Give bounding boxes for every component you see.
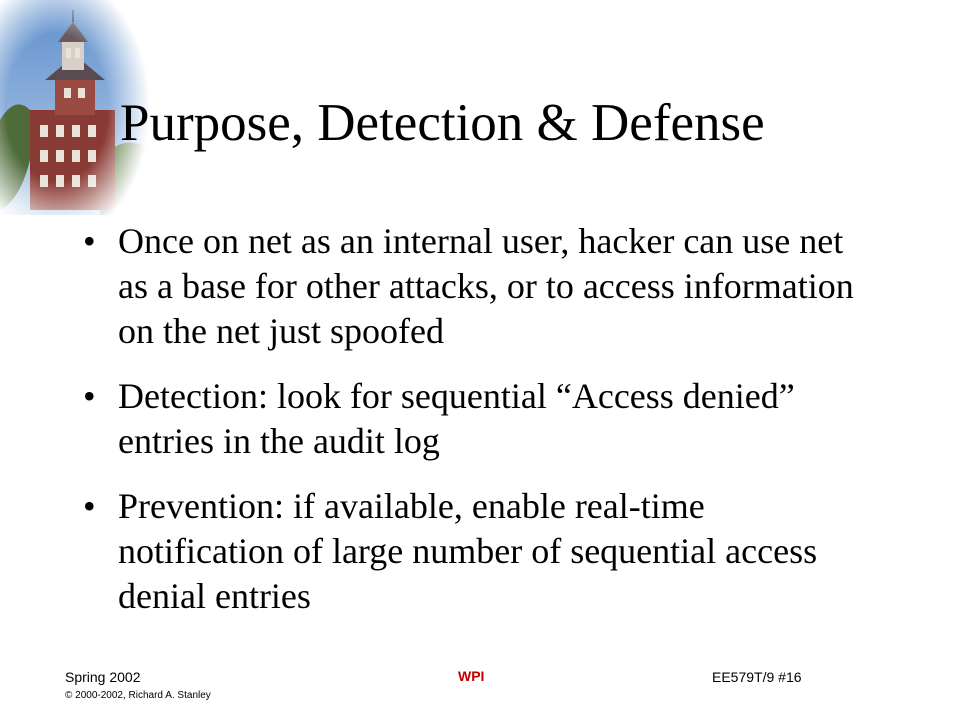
bullet-prevention (78, 484, 878, 619)
bullet-purpose (78, 219, 878, 354)
bullet-text: Prevention: if available, enable real-time notification of large number of sequential access denial entries (118, 486, 818, 616)
footer-term: Spring 2002 (65, 669, 141, 685)
bullet-marker: • (83, 376, 96, 416)
bullet-detection (78, 374, 878, 464)
bullet-marker: • (83, 221, 96, 261)
bullet-list (78, 219, 878, 639)
bullet-text: Once on net as an internal user, hacker can use net as a base for other attacks, or to access information on the net just spoofed (118, 221, 854, 351)
slide-number: EE579T/9 #16 (712, 669, 802, 685)
slide-title: Purpose, Detection & Defense (120, 94, 765, 152)
bullet-marker: • (83, 486, 96, 526)
wpi-logo-text: WPI (458, 668, 485, 684)
bullet-text: Detection: look for sequential “Access denied” entries in the audit log (118, 376, 795, 461)
footer-copyright: © 2000-2002, Richard A. Stanley (65, 690, 211, 701)
